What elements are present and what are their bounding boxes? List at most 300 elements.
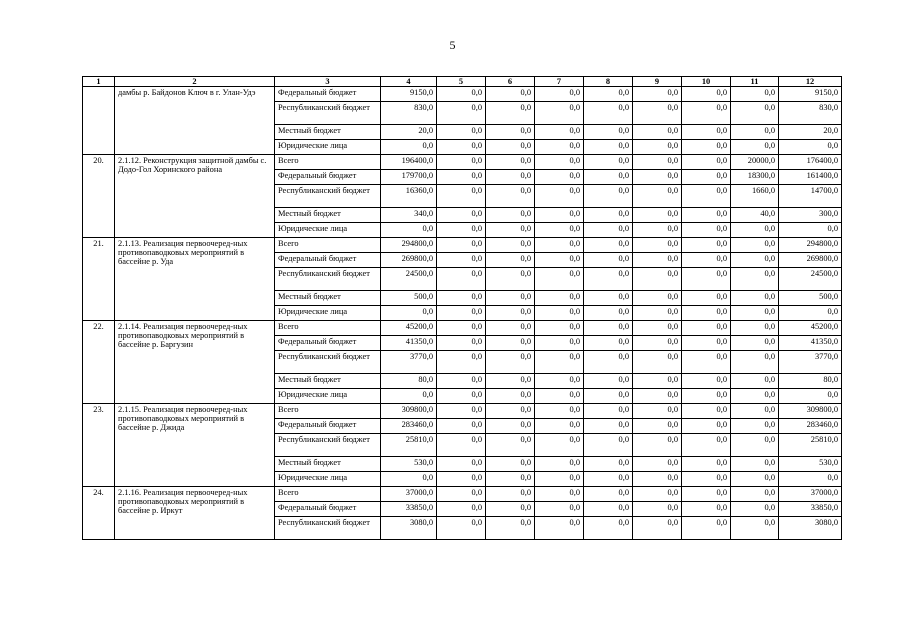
value-cell: 0,0 bbox=[584, 487, 633, 502]
value-cell: 80,0 bbox=[779, 374, 842, 389]
value-cell: 0,0 bbox=[731, 419, 779, 434]
value-cell: 0,0 bbox=[584, 238, 633, 253]
value-cell: 0,0 bbox=[535, 223, 584, 238]
value-cell: 0,0 bbox=[437, 140, 486, 155]
value-cell: 0,0 bbox=[486, 404, 535, 419]
value-cell: 41350,0 bbox=[381, 336, 437, 351]
value-cell: 0,0 bbox=[584, 208, 633, 223]
value-cell: 3080,0 bbox=[779, 517, 842, 540]
value-cell: 0,0 bbox=[486, 102, 535, 125]
value-cell: 14700,0 bbox=[779, 185, 842, 208]
value-cell: 45200,0 bbox=[779, 321, 842, 336]
value-cell: 0,0 bbox=[486, 374, 535, 389]
value-cell: 0,0 bbox=[682, 517, 731, 540]
value-cell: 41350,0 bbox=[779, 336, 842, 351]
value-cell: 0,0 bbox=[437, 268, 486, 291]
value-cell: 0,0 bbox=[682, 170, 731, 185]
value-cell: 0,0 bbox=[535, 374, 584, 389]
value-cell: 0,0 bbox=[437, 185, 486, 208]
value-cell: 0,0 bbox=[682, 223, 731, 238]
value-cell: 0,0 bbox=[486, 268, 535, 291]
value-cell: 0,0 bbox=[731, 389, 779, 404]
value-cell: 0,0 bbox=[535, 253, 584, 268]
value-cell: 0,0 bbox=[633, 472, 682, 487]
value-cell: 0,0 bbox=[584, 291, 633, 306]
value-cell: 0,0 bbox=[486, 291, 535, 306]
value-cell: 0,0 bbox=[584, 102, 633, 125]
value-cell: 0,0 bbox=[381, 140, 437, 155]
row-number-cell: 23. bbox=[83, 404, 115, 487]
value-cell: 80,0 bbox=[381, 374, 437, 389]
value-cell: 0,0 bbox=[535, 457, 584, 472]
value-cell: 0,0 bbox=[682, 155, 731, 170]
value-cell: 0,0 bbox=[535, 170, 584, 185]
table-row bbox=[83, 155, 842, 170]
value-cell: 25810,0 bbox=[381, 434, 437, 457]
value-cell: 500,0 bbox=[779, 291, 842, 306]
value-cell: 0,0 bbox=[437, 434, 486, 457]
value-cell: 0,0 bbox=[633, 306, 682, 321]
value-cell: 0,0 bbox=[682, 125, 731, 140]
value-cell: 0,0 bbox=[437, 291, 486, 306]
table-row bbox=[83, 87, 842, 102]
funding-source-cell: Республиканский бюджет bbox=[275, 434, 381, 457]
value-cell: 309800,0 bbox=[381, 404, 437, 419]
value-cell: 0,0 bbox=[633, 140, 682, 155]
value-cell: 0,0 bbox=[486, 238, 535, 253]
value-cell: 20,0 bbox=[381, 125, 437, 140]
measure-name-cell: 2.1.12. Реконструкция защитной дамбы с. Додо-Гол Хоринского района bbox=[115, 155, 275, 238]
value-cell: 0,0 bbox=[731, 434, 779, 457]
value-cell: 0,0 bbox=[486, 87, 535, 102]
funding-source-cell: Республиканский бюджет bbox=[275, 351, 381, 374]
value-cell: 0,0 bbox=[584, 223, 633, 238]
value-cell: 0,0 bbox=[779, 389, 842, 404]
value-cell: 0,0 bbox=[584, 268, 633, 291]
value-cell: 0,0 bbox=[731, 457, 779, 472]
value-cell: 0,0 bbox=[584, 434, 633, 457]
value-cell: 0,0 bbox=[437, 238, 486, 253]
value-cell: 0,0 bbox=[381, 223, 437, 238]
value-cell: 40,0 bbox=[731, 208, 779, 223]
value-cell: 0,0 bbox=[437, 170, 486, 185]
value-cell: 0,0 bbox=[486, 306, 535, 321]
value-cell: 0,0 bbox=[437, 208, 486, 223]
row-number-cell: 21. bbox=[83, 238, 115, 321]
value-cell: 0,0 bbox=[682, 238, 731, 253]
value-cell: 0,0 bbox=[731, 125, 779, 140]
value-cell: 0,0 bbox=[584, 389, 633, 404]
value-cell: 0,0 bbox=[535, 389, 584, 404]
value-cell: 0,0 bbox=[682, 472, 731, 487]
value-cell: 0,0 bbox=[731, 291, 779, 306]
value-cell: 0,0 bbox=[682, 140, 731, 155]
value-cell: 0,0 bbox=[584, 374, 633, 389]
value-cell: 0,0 bbox=[535, 125, 584, 140]
value-cell: 45200,0 bbox=[381, 321, 437, 336]
table-header-row bbox=[83, 77, 842, 87]
value-cell: 0,0 bbox=[633, 170, 682, 185]
value-cell: 0,0 bbox=[437, 472, 486, 487]
value-cell: 0,0 bbox=[486, 336, 535, 351]
value-cell: 0,0 bbox=[584, 336, 633, 351]
value-cell: 0,0 bbox=[486, 502, 535, 517]
value-cell: 0,0 bbox=[437, 374, 486, 389]
value-cell: 294800,0 bbox=[381, 238, 437, 253]
value-cell: 0,0 bbox=[682, 291, 731, 306]
value-cell: 37000,0 bbox=[779, 487, 842, 502]
value-cell: 0,0 bbox=[437, 336, 486, 351]
funding-source-cell: Федеральный бюджет bbox=[275, 170, 381, 185]
value-cell: 0,0 bbox=[486, 170, 535, 185]
value-cell: 0,0 bbox=[682, 268, 731, 291]
column-header: 7 bbox=[535, 77, 584, 87]
value-cell: 0,0 bbox=[633, 223, 682, 238]
value-cell: 37000,0 bbox=[381, 487, 437, 502]
funding-source-cell: Местный бюджет bbox=[275, 208, 381, 223]
value-cell: 20000,0 bbox=[731, 155, 779, 170]
value-cell: 830,0 bbox=[779, 102, 842, 125]
value-cell: 0,0 bbox=[682, 502, 731, 517]
value-cell: 0,0 bbox=[682, 102, 731, 125]
funding-source-cell: Юридические лица bbox=[275, 223, 381, 238]
value-cell: 309800,0 bbox=[779, 404, 842, 419]
funding-source-cell: Всего bbox=[275, 404, 381, 419]
table-row bbox=[83, 404, 842, 419]
funding-source-cell: Юридические лица bbox=[275, 140, 381, 155]
value-cell: 0,0 bbox=[486, 140, 535, 155]
value-cell: 294800,0 bbox=[779, 238, 842, 253]
value-cell: 0,0 bbox=[731, 404, 779, 419]
value-cell: 0,0 bbox=[584, 170, 633, 185]
value-cell: 0,0 bbox=[682, 374, 731, 389]
value-cell: 0,0 bbox=[731, 321, 779, 336]
funding-source-cell: Всего bbox=[275, 238, 381, 253]
value-cell: 0,0 bbox=[633, 208, 682, 223]
funding-source-cell: Всего bbox=[275, 321, 381, 336]
value-cell: 0,0 bbox=[535, 419, 584, 434]
table-row bbox=[83, 321, 842, 336]
funding-source-cell: Местный бюджет bbox=[275, 125, 381, 140]
value-cell: 340,0 bbox=[381, 208, 437, 223]
value-cell: 0,0 bbox=[535, 306, 584, 321]
value-cell: 0,0 bbox=[486, 155, 535, 170]
value-cell: 0,0 bbox=[682, 404, 731, 419]
value-cell: 0,0 bbox=[584, 321, 633, 336]
value-cell: 0,0 bbox=[779, 472, 842, 487]
value-cell: 0,0 bbox=[633, 351, 682, 374]
value-cell: 530,0 bbox=[381, 457, 437, 472]
value-cell: 161400,0 bbox=[779, 170, 842, 185]
value-cell: 0,0 bbox=[437, 487, 486, 502]
value-cell: 20,0 bbox=[779, 125, 842, 140]
funding-source-cell: Местный бюджет bbox=[275, 374, 381, 389]
value-cell: 0,0 bbox=[633, 389, 682, 404]
value-cell: 1660,0 bbox=[731, 185, 779, 208]
value-cell: 0,0 bbox=[584, 125, 633, 140]
row-number-cell: 24. bbox=[83, 487, 115, 540]
value-cell: 176400,0 bbox=[779, 155, 842, 170]
funding-source-cell: Республиканский бюджет bbox=[275, 268, 381, 291]
value-cell: 0,0 bbox=[633, 434, 682, 457]
column-header: 12 bbox=[779, 77, 842, 87]
value-cell: 0,0 bbox=[486, 487, 535, 502]
funding-source-cell: Юридические лица bbox=[275, 389, 381, 404]
funding-source-cell: Федеральный бюджет bbox=[275, 253, 381, 268]
value-cell: 0,0 bbox=[535, 268, 584, 291]
value-cell: 0,0 bbox=[682, 321, 731, 336]
value-cell: 0,0 bbox=[633, 374, 682, 389]
value-cell: 0,0 bbox=[437, 223, 486, 238]
funding-source-cell: Республиканский бюджет bbox=[275, 517, 381, 540]
value-cell: 0,0 bbox=[731, 140, 779, 155]
value-cell: 0,0 bbox=[779, 140, 842, 155]
value-cell: 0,0 bbox=[535, 434, 584, 457]
value-cell: 0,0 bbox=[731, 306, 779, 321]
value-cell: 0,0 bbox=[535, 87, 584, 102]
value-cell: 0,0 bbox=[633, 321, 682, 336]
value-cell: 0,0 bbox=[682, 185, 731, 208]
value-cell: 196400,0 bbox=[381, 155, 437, 170]
value-cell: 0,0 bbox=[584, 87, 633, 102]
value-cell: 33850,0 bbox=[381, 502, 437, 517]
value-cell: 33850,0 bbox=[779, 502, 842, 517]
value-cell: 0,0 bbox=[535, 155, 584, 170]
value-cell: 0,0 bbox=[381, 306, 437, 321]
measure-name-cell: 2.1.13. Реализация первоочеред-ных противопаводковых мероприятий в бассейне р. Уда bbox=[115, 238, 275, 321]
value-cell: 0,0 bbox=[535, 336, 584, 351]
column-header: 10 bbox=[682, 77, 731, 87]
value-cell: 300,0 bbox=[779, 208, 842, 223]
value-cell: 830,0 bbox=[381, 102, 437, 125]
table-row bbox=[83, 238, 842, 253]
funding-source-cell: Всего bbox=[275, 155, 381, 170]
value-cell: 0,0 bbox=[437, 102, 486, 125]
column-header: 9 bbox=[633, 77, 682, 87]
value-cell: 0,0 bbox=[682, 457, 731, 472]
table-body bbox=[83, 87, 842, 540]
value-cell: 0,0 bbox=[437, 155, 486, 170]
value-cell: 3080,0 bbox=[381, 517, 437, 540]
funding-source-cell: Федеральный бюджет bbox=[275, 419, 381, 434]
value-cell: 0,0 bbox=[584, 185, 633, 208]
row-number-cell bbox=[83, 87, 115, 155]
value-cell: 0,0 bbox=[633, 125, 682, 140]
value-cell: 283460,0 bbox=[779, 419, 842, 434]
value-cell: 0,0 bbox=[731, 351, 779, 374]
value-cell: 9150,0 bbox=[779, 87, 842, 102]
value-cell: 0,0 bbox=[437, 502, 486, 517]
value-cell: 0,0 bbox=[584, 472, 633, 487]
value-cell: 0,0 bbox=[584, 419, 633, 434]
value-cell: 0,0 bbox=[535, 102, 584, 125]
column-header: 2 bbox=[115, 77, 275, 87]
row-number-cell: 22. bbox=[83, 321, 115, 404]
column-header: 4 bbox=[381, 77, 437, 87]
value-cell: 0,0 bbox=[584, 140, 633, 155]
value-cell: 0,0 bbox=[633, 268, 682, 291]
value-cell: 0,0 bbox=[535, 472, 584, 487]
value-cell: 0,0 bbox=[486, 517, 535, 540]
value-cell: 0,0 bbox=[633, 87, 682, 102]
funding-source-cell: Федеральный бюджет bbox=[275, 336, 381, 351]
value-cell: 0,0 bbox=[633, 185, 682, 208]
value-cell: 0,0 bbox=[584, 517, 633, 540]
funding-source-cell: Федеральный бюджет bbox=[275, 502, 381, 517]
value-cell: 0,0 bbox=[584, 155, 633, 170]
value-cell: 3770,0 bbox=[381, 351, 437, 374]
value-cell: 0,0 bbox=[486, 472, 535, 487]
value-cell: 0,0 bbox=[437, 253, 486, 268]
value-cell: 0,0 bbox=[437, 125, 486, 140]
value-cell: 0,0 bbox=[682, 336, 731, 351]
value-cell: 530,0 bbox=[779, 457, 842, 472]
value-cell: 0,0 bbox=[682, 351, 731, 374]
value-cell: 269800,0 bbox=[779, 253, 842, 268]
value-cell: 0,0 bbox=[682, 87, 731, 102]
value-cell: 0,0 bbox=[535, 140, 584, 155]
value-cell: 0,0 bbox=[682, 419, 731, 434]
value-cell: 24500,0 bbox=[381, 268, 437, 291]
measure-name-cell: 2.1.16. Реализация первоочеред-ных противопаводковых мероприятий в бассейне р. Иркут bbox=[115, 487, 275, 540]
value-cell: 0,0 bbox=[633, 419, 682, 434]
funding-source-cell: Всего bbox=[275, 487, 381, 502]
value-cell: 0,0 bbox=[633, 336, 682, 351]
value-cell: 0,0 bbox=[731, 517, 779, 540]
funding-source-cell: Местный бюджет bbox=[275, 457, 381, 472]
column-header: 5 bbox=[437, 77, 486, 87]
value-cell: 0,0 bbox=[731, 238, 779, 253]
value-cell: 0,0 bbox=[437, 517, 486, 540]
value-cell: 0,0 bbox=[535, 487, 584, 502]
value-cell: 0,0 bbox=[584, 457, 633, 472]
value-cell: 0,0 bbox=[633, 291, 682, 306]
value-cell: 0,0 bbox=[486, 321, 535, 336]
value-cell: 0,0 bbox=[779, 223, 842, 238]
value-cell: 0,0 bbox=[486, 389, 535, 404]
value-cell: 500,0 bbox=[381, 291, 437, 306]
value-cell: 0,0 bbox=[682, 389, 731, 404]
column-header: 8 bbox=[584, 77, 633, 87]
value-cell: 0,0 bbox=[731, 374, 779, 389]
value-cell: 0,0 bbox=[535, 404, 584, 419]
value-cell: 0,0 bbox=[584, 351, 633, 374]
value-cell: 0,0 bbox=[381, 389, 437, 404]
value-cell: 0,0 bbox=[486, 434, 535, 457]
value-cell: 0,0 bbox=[486, 457, 535, 472]
value-cell: 0,0 bbox=[584, 306, 633, 321]
value-cell: 0,0 bbox=[437, 306, 486, 321]
measure-name-cell: дамбы р. Байдонов Ключ в г. Улан-Удэ bbox=[115, 87, 275, 155]
value-cell: 0,0 bbox=[633, 155, 682, 170]
value-cell: 0,0 bbox=[535, 517, 584, 540]
value-cell: 0,0 bbox=[633, 517, 682, 540]
value-cell: 0,0 bbox=[731, 102, 779, 125]
column-header: 3 bbox=[275, 77, 381, 87]
value-cell: 0,0 bbox=[486, 419, 535, 434]
value-cell: 179700,0 bbox=[381, 170, 437, 185]
value-cell: 9150,0 bbox=[381, 87, 437, 102]
value-cell: 0,0 bbox=[731, 268, 779, 291]
page-number: 5 bbox=[449, 38, 456, 52]
measure-name-cell: 2.1.15. Реализация первоочеред-ных противопаводковых мероприятий в бассейне р. Джида bbox=[115, 404, 275, 487]
funding-source-cell: Местный бюджет bbox=[275, 291, 381, 306]
value-cell: 0,0 bbox=[633, 487, 682, 502]
value-cell: 0,0 bbox=[535, 351, 584, 374]
value-cell: 24500,0 bbox=[779, 268, 842, 291]
value-cell: 283460,0 bbox=[381, 419, 437, 434]
value-cell: 0,0 bbox=[437, 457, 486, 472]
value-cell: 0,0 bbox=[584, 502, 633, 517]
value-cell: 0,0 bbox=[437, 404, 486, 419]
table-row bbox=[83, 487, 842, 502]
value-cell: 0,0 bbox=[535, 238, 584, 253]
value-cell: 18300,0 bbox=[731, 170, 779, 185]
value-cell: 0,0 bbox=[633, 238, 682, 253]
value-cell: 0,0 bbox=[486, 208, 535, 223]
value-cell: 0,0 bbox=[633, 102, 682, 125]
funding-source-cell: Юридические лица bbox=[275, 472, 381, 487]
value-cell: 0,0 bbox=[437, 321, 486, 336]
value-cell: 0,0 bbox=[486, 223, 535, 238]
value-cell: 3770,0 bbox=[779, 351, 842, 374]
column-header: 1 bbox=[83, 77, 115, 87]
value-cell: 0,0 bbox=[682, 208, 731, 223]
value-cell: 0,0 bbox=[633, 502, 682, 517]
value-cell: 0,0 bbox=[731, 87, 779, 102]
value-cell: 0,0 bbox=[535, 208, 584, 223]
value-cell: 0,0 bbox=[731, 336, 779, 351]
value-cell: 0,0 bbox=[437, 389, 486, 404]
value-cell: 0,0 bbox=[731, 487, 779, 502]
value-cell: 0,0 bbox=[437, 419, 486, 434]
value-cell: 0,0 bbox=[682, 253, 731, 268]
value-cell: 0,0 bbox=[535, 291, 584, 306]
value-cell: 0,0 bbox=[486, 253, 535, 268]
column-header: 11 bbox=[731, 77, 779, 87]
value-cell: 0,0 bbox=[535, 502, 584, 517]
value-cell: 16360,0 bbox=[381, 185, 437, 208]
value-cell: 0,0 bbox=[535, 321, 584, 336]
funding-source-cell: Юридические лица bbox=[275, 306, 381, 321]
value-cell: 0,0 bbox=[682, 306, 731, 321]
value-cell: 0,0 bbox=[633, 404, 682, 419]
funding-source-cell: Республиканский бюджет bbox=[275, 185, 381, 208]
value-cell: 0,0 bbox=[584, 404, 633, 419]
value-cell: 25810,0 bbox=[779, 434, 842, 457]
value-cell: 0,0 bbox=[682, 487, 731, 502]
value-cell: 0,0 bbox=[731, 472, 779, 487]
value-cell: 0,0 bbox=[486, 125, 535, 140]
value-cell: 0,0 bbox=[779, 306, 842, 321]
value-cell: 0,0 bbox=[633, 457, 682, 472]
value-cell: 0,0 bbox=[381, 472, 437, 487]
value-cell: 0,0 bbox=[731, 223, 779, 238]
funding-source-cell: Республиканский бюджет bbox=[275, 102, 381, 125]
column-header: 6 bbox=[486, 77, 535, 87]
value-cell: 0,0 bbox=[486, 351, 535, 374]
row-number-cell: 20. bbox=[83, 155, 115, 238]
value-cell: 0,0 bbox=[682, 434, 731, 457]
value-cell: 0,0 bbox=[633, 253, 682, 268]
value-cell: 0,0 bbox=[584, 253, 633, 268]
value-cell: 0,0 bbox=[437, 351, 486, 374]
budget-table bbox=[82, 76, 842, 540]
value-cell: 0,0 bbox=[437, 87, 486, 102]
measure-name-cell: 2.1.14. Реализация первоочеред-ных противопаводковых мероприятий в бассейне р. Баргузин bbox=[115, 321, 275, 404]
value-cell: 0,0 bbox=[486, 185, 535, 208]
value-cell: 0,0 bbox=[731, 253, 779, 268]
